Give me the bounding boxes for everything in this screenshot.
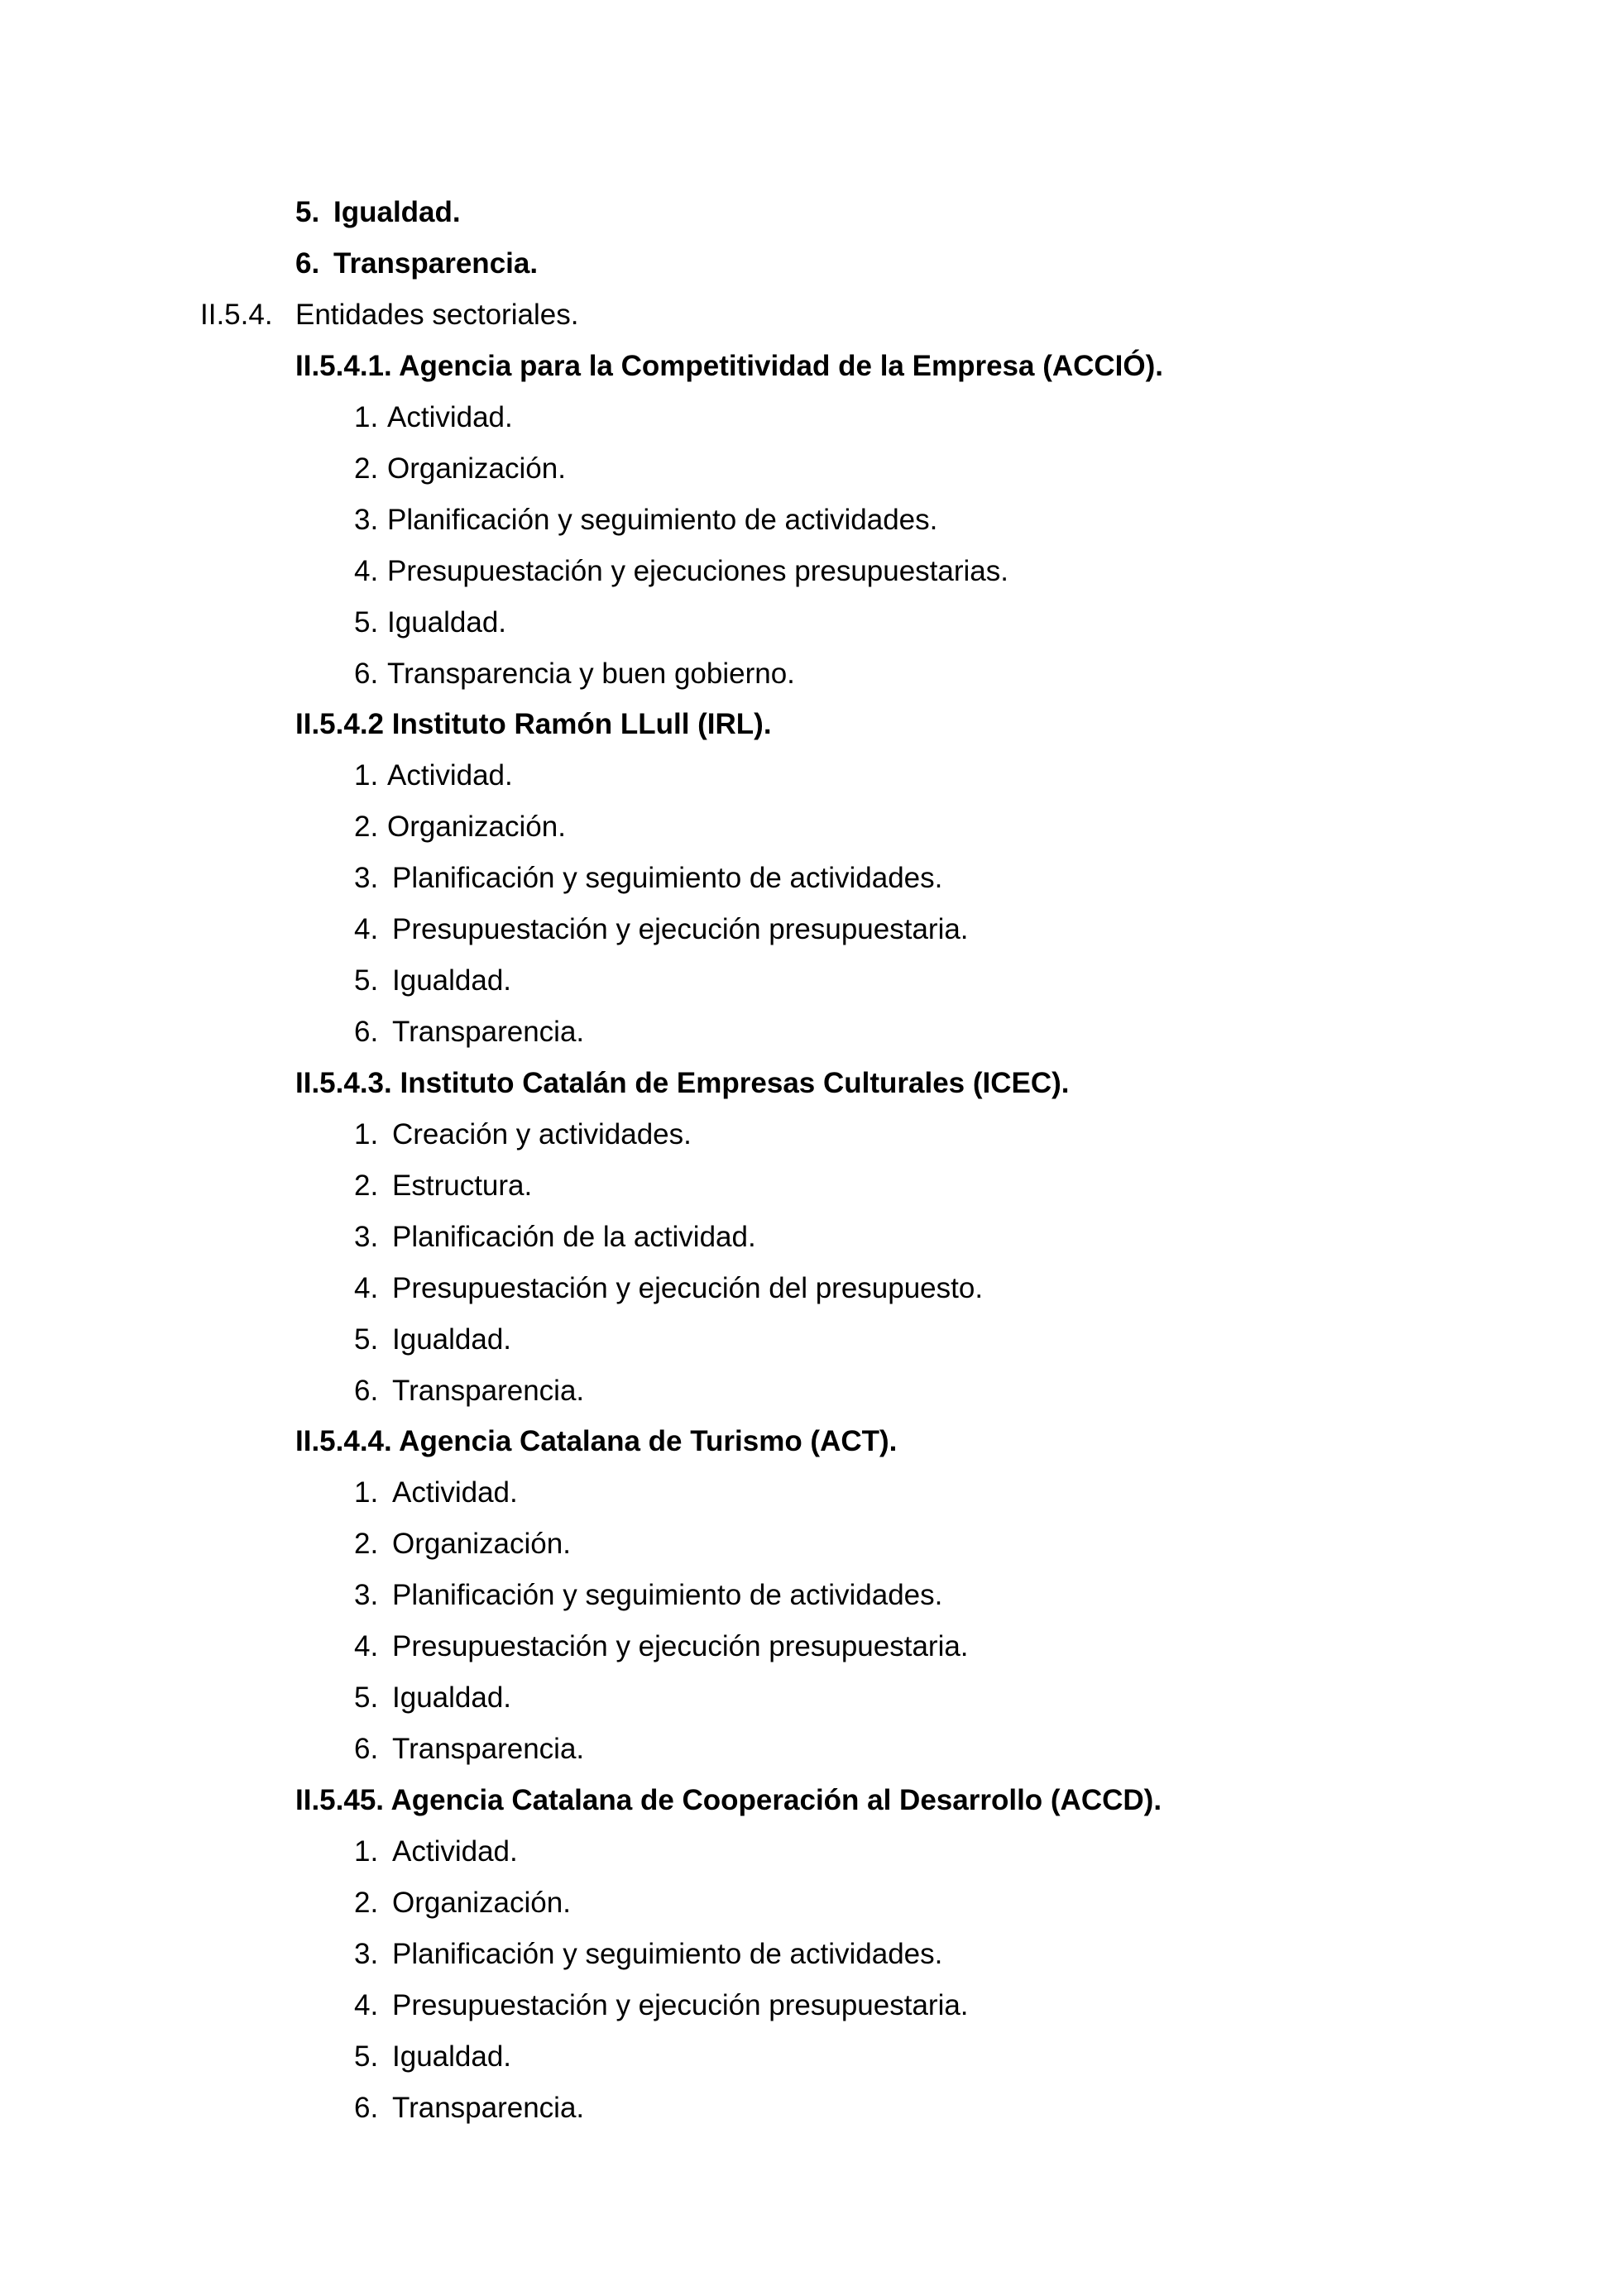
item-number: 3.: [354, 1221, 379, 1253]
item-number: 3.: [354, 1579, 379, 1611]
item-number: 4.: [354, 913, 379, 945]
item-text: Actividad.: [387, 401, 513, 433]
item-text: Presupuestación y ejecución presupuestaria.: [392, 913, 969, 945]
item-number: 1.: [354, 759, 379, 792]
item-number: 3.: [354, 862, 379, 894]
item-text: Transparencia.: [333, 247, 539, 280]
item-text: Transparencia.: [392, 2092, 585, 2124]
item-text: Planificación y seguimiento de actividades.: [392, 1579, 943, 1611]
section-title: Entidades sectoriales.: [295, 299, 579, 331]
item-text: Actividad.: [387, 759, 513, 792]
item-number: 3.: [354, 1938, 379, 1970]
item-text: Transparencia.: [392, 1733, 585, 1765]
item-text: Organización.: [392, 1887, 571, 1919]
item-number: 6.: [354, 1733, 379, 1765]
item-number: 2.: [354, 811, 379, 843]
section-number: II.5.4.: [200, 299, 273, 331]
entity-heading-text: II.5.4.1. Agencia para la Competitividad de la Empresa (ACCIÓ).: [295, 350, 1164, 382]
item-text: Planificación y seguimiento de actividades.: [392, 862, 943, 894]
entity-heading-text: II.5.45. Agencia Catalana de Cooperación al Desarrollo (ACCD).: [295, 1784, 1162, 1816]
item-number: 2.: [354, 452, 379, 485]
item-number: 2.: [354, 1528, 379, 1560]
item-text: Igualdad.: [392, 1681, 512, 1714]
entity-heading-text: II.5.4.2 Instituto Ramón LLull (IRL).: [295, 708, 772, 740]
entity-heading-text: II.5.4.4. Agencia Catalana de Turismo (ACT).: [295, 1425, 898, 1457]
item-text: Presupuestación y ejecución del presupuesto.: [392, 1272, 984, 1304]
item-number: 6.: [354, 658, 379, 690]
item-text: Estructura.: [392, 1170, 533, 1202]
item-text: Organización.: [387, 811, 566, 843]
item-number: 4.: [354, 1630, 379, 1662]
item-text: Igualdad.: [387, 606, 507, 639]
item-text: Transparencia y buen gobierno.: [387, 658, 795, 690]
item-number: 2.: [354, 1887, 379, 1919]
item-number: 1.: [354, 1835, 379, 1868]
item-number: 2.: [354, 1170, 379, 1202]
item-text: Planificación de la actividad.: [392, 1221, 756, 1253]
item-text: Actividad.: [392, 1476, 518, 1509]
item-text: Presupuestación y ejecuciones presupuestarias.: [387, 555, 1008, 587]
item-text: Actividad.: [392, 1835, 518, 1868]
item-text: Organización.: [392, 1528, 571, 1560]
item-text: Igualdad.: [392, 964, 512, 997]
item-text: Presupuestación y ejecución presupuestaria.: [392, 1630, 969, 1662]
item-text: Igualdad.: [333, 196, 461, 228]
item-number: 1.: [354, 1476, 379, 1509]
item-number: 5.: [295, 196, 320, 228]
item-text: Igualdad.: [392, 1323, 512, 1356]
item-number: 3.: [354, 504, 379, 536]
item-number: 1.: [354, 1118, 379, 1150]
item-text: Transparencia.: [392, 1375, 585, 1407]
item-number: 5.: [354, 1323, 379, 1356]
item-text: Transparencia.: [392, 1016, 585, 1048]
item-number: 4.: [354, 1989, 379, 2021]
item-number: 4.: [354, 555, 379, 587]
item-number: 4.: [354, 1272, 379, 1304]
item-number: 5.: [354, 1681, 379, 1714]
item-text: Planificación y seguimiento de actividades.: [392, 1938, 943, 1970]
item-number: 1.: [354, 401, 379, 433]
item-text: Planificación y seguimiento de actividades.: [387, 504, 938, 536]
item-number: 5.: [354, 964, 379, 997]
item-number: 6.: [354, 2092, 379, 2124]
item-text: Creación y actividades.: [392, 1118, 692, 1150]
item-number: 5.: [354, 2040, 379, 2073]
item-number: 6.: [354, 1016, 379, 1048]
entity-heading-text: II.5.4.3. Instituto Catalán de Empresas Culturales (ICEC).: [295, 1067, 1070, 1099]
item-text: Organización.: [387, 452, 566, 485]
item-text: Presupuestación y ejecución presupuestaria.: [392, 1989, 969, 2021]
item-number: 6.: [295, 247, 320, 280]
item-number: 5.: [354, 606, 379, 639]
item-text: Igualdad.: [392, 2040, 512, 2073]
item-number: 6.: [354, 1375, 379, 1407]
